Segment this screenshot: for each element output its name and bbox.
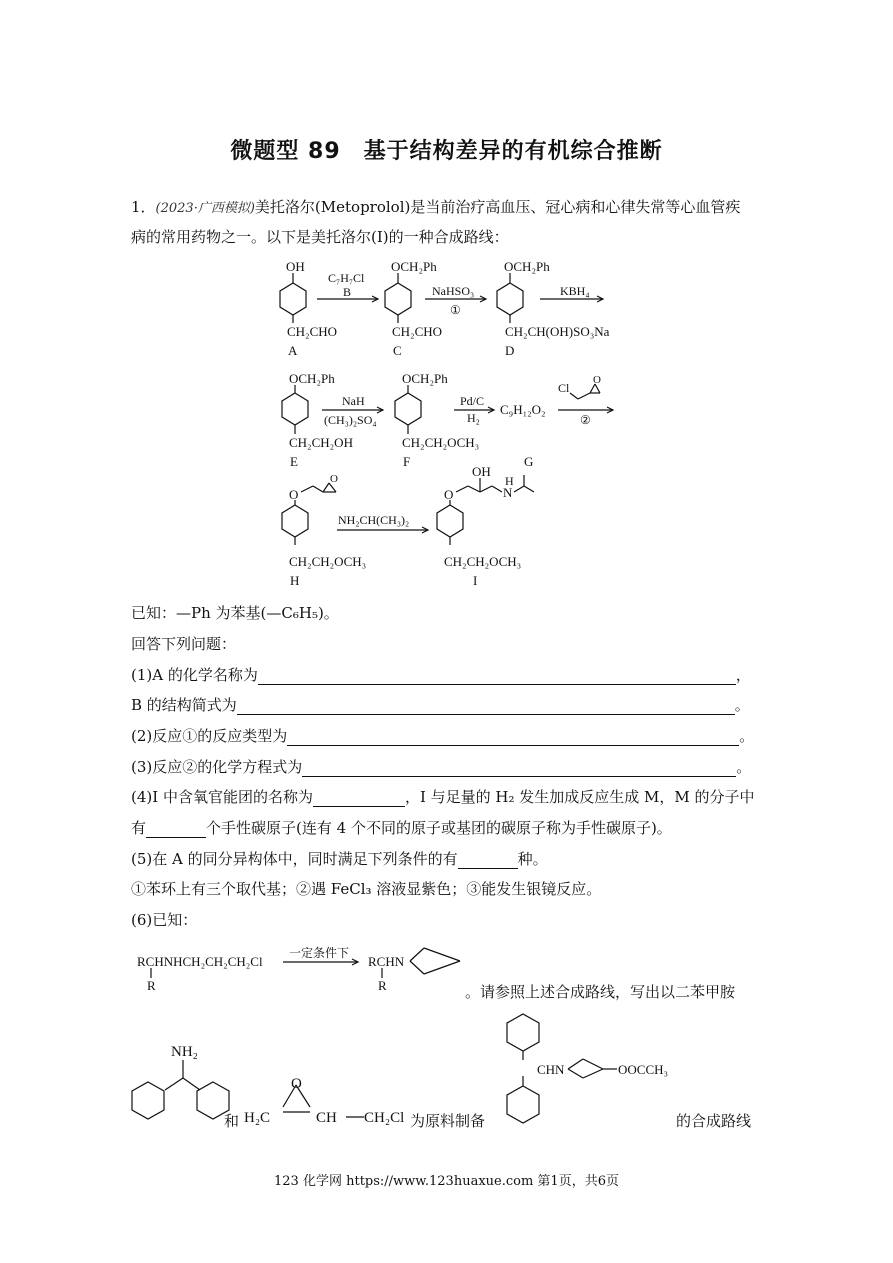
benzene-ring-I [437,505,463,537]
I-nh-h-label: H [505,474,514,488]
A-bottom-label: CH₂CHO [287,324,338,339]
reagent-EF-top: NaH [342,394,365,408]
H-o-label: O [289,487,299,502]
question-source: (2023·广西模拟) [155,201,255,216]
benzene-ring-D [497,283,523,315]
q4-text4: 个手性碳原子(连有 4 个不同的原子或基团的碳原子称为手性碳原子)。 [206,819,672,837]
reagent-AC-bottom: B [343,285,352,299]
q6-reactant: RCHNHCH₂CH₂CH₂Cl [137,954,263,969]
intro-text: 美托洛尔(Metoprolol)是当前治疗高血压、冠心病和心律失常等心血管疾 [254,198,741,216]
reagent-AC-top: C₇H₇Cl [328,271,365,285]
q6-product: RCHN [368,954,405,969]
I-n-label: N [503,485,513,500]
q6-epoxide-o: O [291,1076,302,1092]
benzene-ring-A [280,283,306,315]
q6-reactant-r: R [147,978,156,993]
q5-text: (5)在 A 的同分异构体中，同时满足下列条件的有 [131,850,458,868]
q1a-end: ， [735,666,751,684]
q4-line1 [131,786,755,807]
q6-raw: 为原料制备 [410,1112,486,1130]
q6-end: 的合成路线 [676,1112,752,1130]
q1b-answer-blank[interactable] [237,698,735,715]
compound-H-label: H [290,573,300,585]
q5-line [131,848,548,869]
q4-answer-blank-1[interactable] [313,790,405,807]
q3-answer-blank[interactable] [302,760,736,777]
q6-epoxide-ch2cl: CH₂Cl [364,1110,405,1126]
q4-text2: ，I 与足量的 H₂ 发生加成反应生成 M，M 的分子中 [404,788,755,806]
D-top-label: OCH₂Ph [504,259,550,274]
benzene-ring-E [282,393,308,425]
C-bottom-label: CH₂CHO [392,324,443,339]
F-bottom-label: CH₂CH₂OCH₃ [402,435,480,450]
E-top-label: OCH₂Ph [289,371,335,386]
synthesis-scheme [0,255,893,585]
q2-line [131,725,754,746]
q6-product-r: R [378,978,387,993]
reagent-CD-bottom: ① [450,303,461,317]
q1b-end: 。 [734,696,750,714]
q2-answer-blank[interactable] [287,729,739,746]
q4-answer-blank-2[interactable] [146,821,206,838]
H-bottom-label: CH₂CH₂OCH₃ [289,554,367,569]
reagent-FG-bottom: H₂ [467,411,480,425]
compound-C-label: C [393,343,402,358]
compound-A-label: A [288,343,298,358]
q1a-answer-blank[interactable] [258,668,736,685]
compound-F-label: F [403,454,411,469]
q1a-line [131,664,751,685]
q5-end: 种。 [517,850,548,868]
q1b-line [131,694,750,715]
reagent-CD-top: NaHSO₃ [432,284,475,298]
q1a-text: (1)A 的化学名称为 [131,666,258,684]
D-bottom-label: CH₂CH(OH)SO₃Na [505,324,610,339]
I-o-label: O [444,487,454,502]
page-title: 微题型 89 基于结构差异的有机综合推断 [230,139,663,164]
q5-answer-blank[interactable] [458,852,518,869]
benzene-ring-C [385,283,411,315]
q4-text1: (4)I 中含氧官能团的名称为 [131,788,313,806]
q6-and: 和 [224,1112,240,1130]
q3-text: (3)反应②的化学方程式为 [131,758,303,776]
benzene-ring-F [395,393,421,425]
q3-line [131,756,751,777]
q6-known-reaction [0,940,893,1000]
compound-E-label: E [290,454,298,469]
G-formula: C₉H₁₂O₂ [500,402,546,417]
q6-target-phenyl-bottom [507,1086,539,1123]
q6-heading: (6)已知： [131,911,198,929]
reagent-GH-bottom: ② [580,413,591,427]
I-bottom-label: CH₂CH₂OCH₃ [444,554,522,569]
reagent-DE-top: KBH₄ [560,284,590,298]
H-epoxide-o: O [330,473,338,485]
reagent-EF-bottom: (CH₃)₂SO₄ [324,413,377,427]
reagent-FG-top: Pd/C [460,394,485,408]
q6-text: 。请参照上述合成路线，写出以二苯甲胺 [465,983,736,1001]
question-number: 1． [131,198,156,216]
q6-target-ester: OOCCH₃ [618,1062,669,1077]
q6-epoxide-ch: CH [316,1110,337,1126]
F-top-label: OCH₂Ph [402,371,448,386]
compound-I-label: I [473,573,478,585]
q1b-text: B 的结构简式为 [131,696,237,714]
E-bottom-label: CH₂CH₂OH [289,435,353,450]
page-footer: 123 化学网 https://www.123huaxue.com 第1页，共6页 [274,1174,619,1189]
q2-text: (2)反应①的反应类型为 [131,727,288,745]
compound-D-label: D [505,343,515,358]
question-1-intro-line1 [131,196,740,217]
q6-phenyl-left [132,1082,164,1119]
q5-conditions: ①苯环上有三个取代基；②遇 FeCl₃ 溶液显紫色；③能发生银镜反应。 [131,880,602,898]
q4-line2 [131,817,672,838]
compound-G-label: G [524,454,534,469]
benzene-ring-H [282,505,308,537]
q4-text3: 有 [131,819,147,837]
q3-end: 。 [736,758,752,776]
q6-target-phenyl-top [507,1014,539,1051]
q6-epoxide-h2c: H₂C [244,1110,271,1126]
q6-condition: 一定条件下 [289,946,350,960]
answer-prompt: 回答下列问题： [131,635,237,653]
reagent-HI-top: NH₂CH(CH₃)₂ [338,513,410,527]
reagent-GH-epoxide-o: O [593,374,601,386]
q6-target-chn: CHN [537,1062,565,1077]
I-oh-label: OH [472,464,491,479]
q6-nh2-label: NH₂ [171,1044,198,1060]
reagent-GH-cl: Cl [558,381,570,395]
C-top-label: OCH₂Ph [391,259,437,274]
question-1-intro-line2: 病的常用药物之一。以下是美托洛尔(I)的一种合成路线： [131,228,509,246]
A-top-label: OH [286,259,305,274]
q2-end: 。 [739,727,755,745]
known-note: 已知：—Ph 为苯基(—C₆H₅)。 [131,604,339,622]
